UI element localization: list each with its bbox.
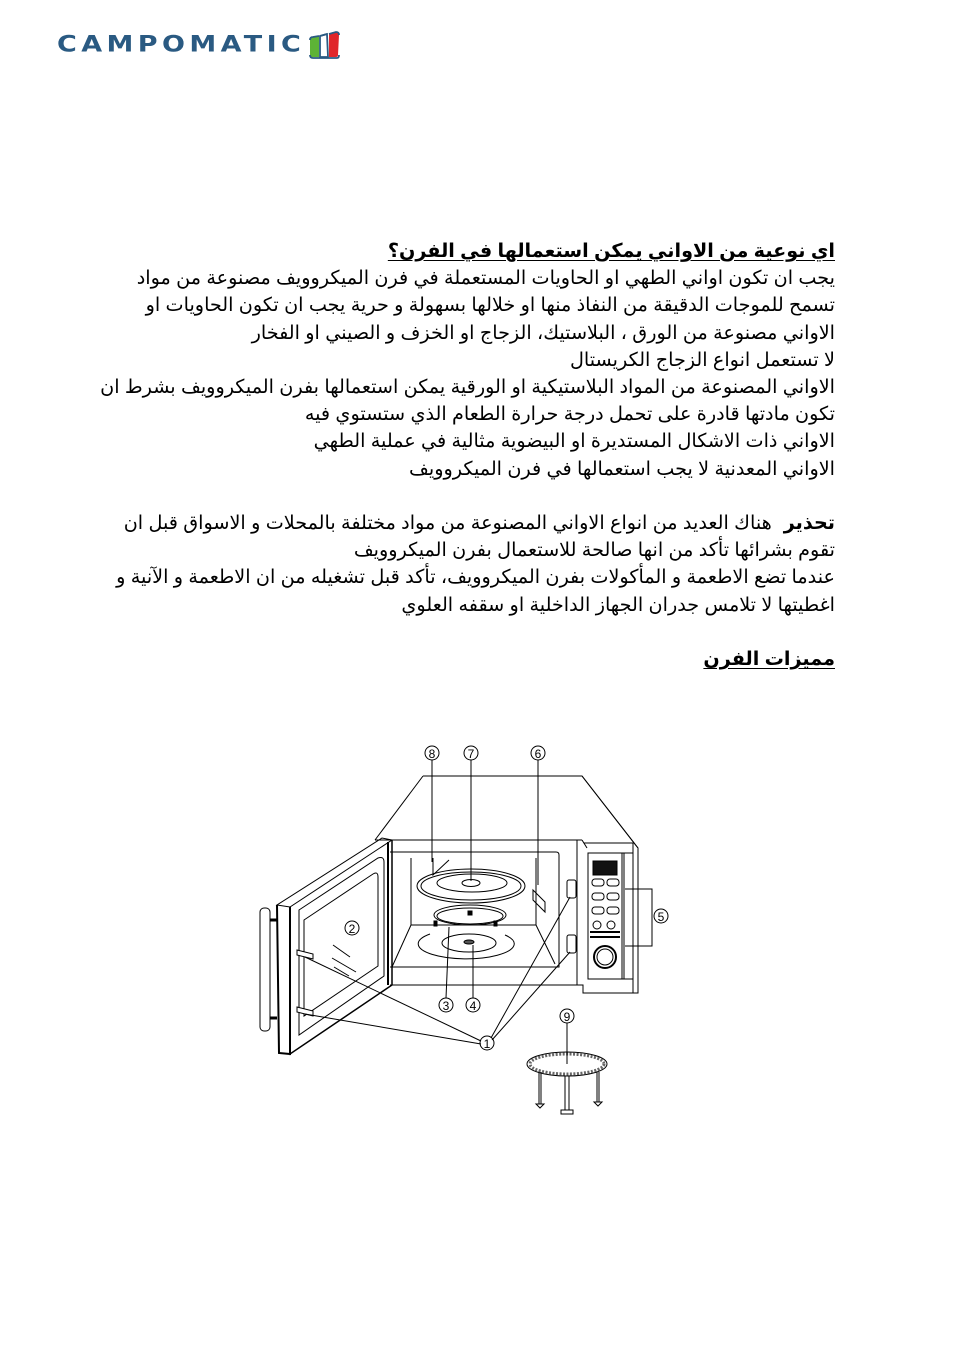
- door-safety-interlock: [567, 880, 576, 953]
- callout-label: 8: [428, 747, 436, 761]
- utensils-line: لا تستعمل انواع الزجاج الكريستال: [569, 349, 835, 371]
- callout-label: 2: [348, 922, 356, 936]
- utensils-line: يجب ان تكون اواني الطهي او الحاويات المستعملة في فرن الميكروويف مصنوعة من مواد: [136, 268, 835, 290]
- callout-label: 9: [563, 1010, 571, 1024]
- callout-4: [466, 998, 480, 1013]
- utensils-line: تسمح للموجات الدقيقة من النفاذ منها او خلالها بسهولة و حرية يجب ان تكون الحاويات او: [145, 295, 835, 317]
- callout-5: [654, 909, 668, 924]
- utensils-line: الاواني المعدنية لا يجب استعمالها في فرن الميكروويف: [409, 458, 835, 480]
- utensils-line: الاواني ذات الاشكال المستديرة او البيضوية مثالية في عملية الطهي: [313, 431, 835, 453]
- brand-logo: [57, 30, 341, 60]
- warning-line: تقوم بشرائها تأكد من انها صالحة للاستعمال بفرن الميكروويف: [353, 540, 835, 562]
- warning-line: اغطيتها لا تلامس جدران الجهاز الداخلية او سقفه العلوي: [401, 594, 835, 616]
- microwave-diagram: [250, 735, 680, 1120]
- utensils-line: الاواني المصنوعة من المواد البلاستيكية او الورقية يمكن استعمالها بفرن الميكروويف بشرط ان: [100, 377, 835, 399]
- control-panel: [588, 853, 633, 979]
- callout-label: 4: [469, 999, 477, 1013]
- callout-9: [560, 1009, 574, 1024]
- callout-3: [439, 998, 453, 1013]
- callout-2: [345, 921, 359, 936]
- callout-6: [531, 746, 545, 761]
- callout-label: 5: [657, 910, 665, 924]
- roller-ring: [434, 905, 506, 926]
- warning-text: هناك العديد من انواع الاواني المصنوعة من مواد مختلفة بالمحلات و الاسواق قبل ان: [123, 513, 772, 535]
- door-handle: [260, 908, 270, 1031]
- turntable-support: [418, 934, 514, 959]
- warning-label: تحذير: [783, 513, 835, 535]
- italian-flag-icon: [307, 31, 341, 59]
- utensils-line: الاواني مصنوعة من الورق ، البلاستيك، الزجاج او الخزف و الصيني او الفخار: [251, 322, 835, 344]
- warning-line: عندما تضع الاطعمة و المأكولات بفرن الميكروويف، تأكد قبل تشغيله من ان الاطعمة و الآنية و: [116, 567, 835, 589]
- brand-name: CAMPOMATIC: [57, 31, 306, 58]
- warning-line: [115, 510, 835, 537]
- utensils-heading: اي نوعية من الاواني يمكن استعمالها في الفرن؟: [387, 241, 835, 262]
- manual-content: [100, 238, 835, 673]
- callout-leaders: [305, 760, 652, 1064]
- callout-label: 6: [534, 747, 542, 761]
- callout-label: 7: [467, 747, 475, 761]
- callout-label: 3: [442, 999, 450, 1013]
- callout-8: [425, 746, 439, 761]
- callout-1: [480, 1036, 494, 1051]
- oven-door: [263, 838, 392, 1054]
- utensils-line: تكون مادتها قادرة على تحمل درجة حرارة الطعام الذي ستستوي فيه: [304, 404, 835, 426]
- callout-label: 1: [483, 1037, 491, 1051]
- features-heading: مميزات الفرن: [703, 649, 835, 671]
- microwave-illustration: [250, 735, 680, 1120]
- callout-7: [464, 746, 478, 761]
